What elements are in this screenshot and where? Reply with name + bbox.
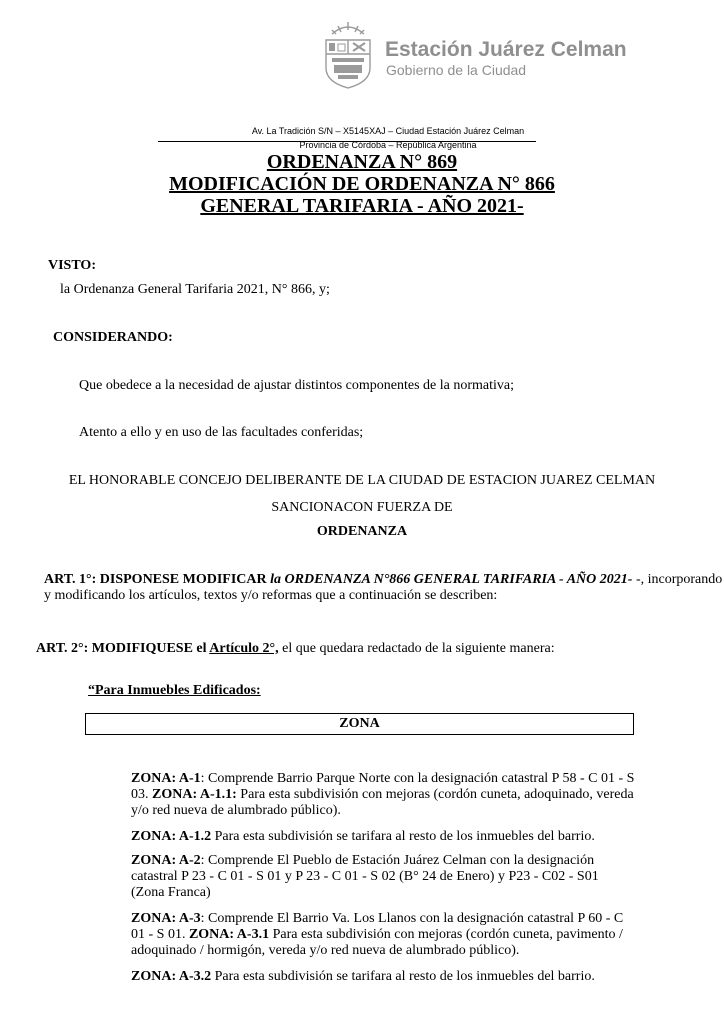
zona-label: ZONA: A-3.1 — [188, 927, 270, 942]
zona-label: ZONA: A-3.2 — [131, 969, 212, 984]
article-1-label: ART. 1°: DISPONESE MODIFICAR — [44, 572, 271, 587]
zona-text: : Comprende El Pueblo de Estación Juárez Celman con la designación — [200, 853, 595, 868]
article-2-text: el que quedara redactado de la siguiente manera: — [278, 641, 555, 656]
zona-text: adoquinado / hormigón, vereda y/o red nueva de alumbrado público). — [131, 943, 520, 958]
article-1-text: -, incorporando — [632, 572, 723, 587]
visto-heading: VISTO: — [48, 258, 96, 273]
zona-text: Para esta subdivisión se tarifara al resto de los inmuebles del barrio. — [211, 829, 595, 844]
ordinance-subject: MODIFICACIÓN DE ORDENANZA N° 866 — [169, 173, 555, 195]
zona-label: ZONA: A-2 — [131, 853, 201, 868]
zona-text: 01 - S 01. — [131, 927, 189, 942]
zona-text: Para esta subdivisión se tarifara al resto de los inmuebles del barrio. — [211, 969, 595, 984]
sanciona-line: SANCIONACON FUERZA DE — [271, 500, 453, 515]
ordinance-number: ORDENANZA N° 869 — [266, 151, 458, 173]
zona-text: : Comprende Barrio Parque Norte con la designación catastral P 58 - C 01 - S — [200, 771, 635, 786]
article-2 — [36, 641, 555, 657]
zona-text: : Comprende El Barrio Va. Los Llanos con la designación catastral P 60 - C — [200, 911, 624, 926]
municipal-emblem-logo — [318, 18, 378, 90]
zona-label: ZONA: A-1.1: — [152, 787, 237, 802]
article-2-ref: Artículo 2°, — [209, 641, 279, 656]
considerando-paragraph-1: Que obedece a la necesidad de ajustar distintos componentes de la normativa; — [79, 378, 515, 393]
zona-label: ZONA: A-1 — [131, 771, 201, 786]
zona-a1-item — [131, 771, 666, 819]
considerando-heading: CONSIDERANDO: — [53, 330, 173, 345]
address-line: Av. La Tradición S/N – X5145XAJ – Ciudad Estación Juárez Celman — [251, 126, 525, 136]
zona-text: (Zona Franca) — [131, 885, 211, 900]
council-statement: EL HONORABLE CONCEJO DELIBERANTE DE LA CIUDAD DE ESTACION JUAREZ CELMAN — [68, 473, 656, 488]
zona-label: ZONA: A-3 — [131, 911, 201, 926]
visto-text: la Ordenanza General Tarifaria 2021, N° 866, y; — [60, 282, 330, 297]
article-1-line-2: y modificando los artículos, textos y/o reformas que a continuación se describen: — [44, 588, 498, 603]
article-1-ordinance-ref: la ORDENANZA N°866 GENERAL TARIFARIA - AÑO 2021- — [270, 572, 633, 587]
article-2-label: ART. 2°: MODIFIQUESE el — [36, 641, 210, 656]
article-1 — [44, 572, 722, 588]
considerando-paragraph-2: Atento a ello y en uso de las facultades conferidas; — [79, 425, 364, 440]
zona-text: Para esta subdivisión con mejoras (cordón cuneta, adoquinado, vereda — [236, 787, 634, 802]
zona-text: Para esta subdivisión con mejoras (cordón cuneta, pavimento / — [269, 927, 623, 942]
zona-a12-item — [131, 829, 666, 845]
zona-a3-item — [131, 911, 666, 959]
zona-text: catastral P 23 - C 01 - S 01 y P 23 - C 01 - S 02 (B° 24 de Enero) y P23 - C02 - S01 — [131, 869, 599, 884]
zona-text: 03. — [131, 787, 152, 802]
zona-a2-item — [131, 853, 666, 901]
org-name: Estación Juárez Celman — [385, 38, 627, 61]
zona-a32-item — [131, 969, 666, 985]
ordenanza-word: ORDENANZA — [316, 524, 408, 539]
org-subtitle: Gobierno de la Ciudad — [386, 62, 527, 78]
zona-text: y/o red nueva de alumbrado público). — [131, 803, 341, 818]
zona-table-header: ZONA — [85, 713, 634, 735]
edified-properties-heading: “Para Inmuebles Edificados: — [88, 683, 261, 698]
zona-label: ZONA: A-1.2 — [131, 829, 212, 844]
province-line: Provincia de Córdoba – República Argentina — [299, 140, 477, 150]
ordinance-year: GENERAL TARIFARIA - AÑO 2021- — [200, 195, 524, 217]
